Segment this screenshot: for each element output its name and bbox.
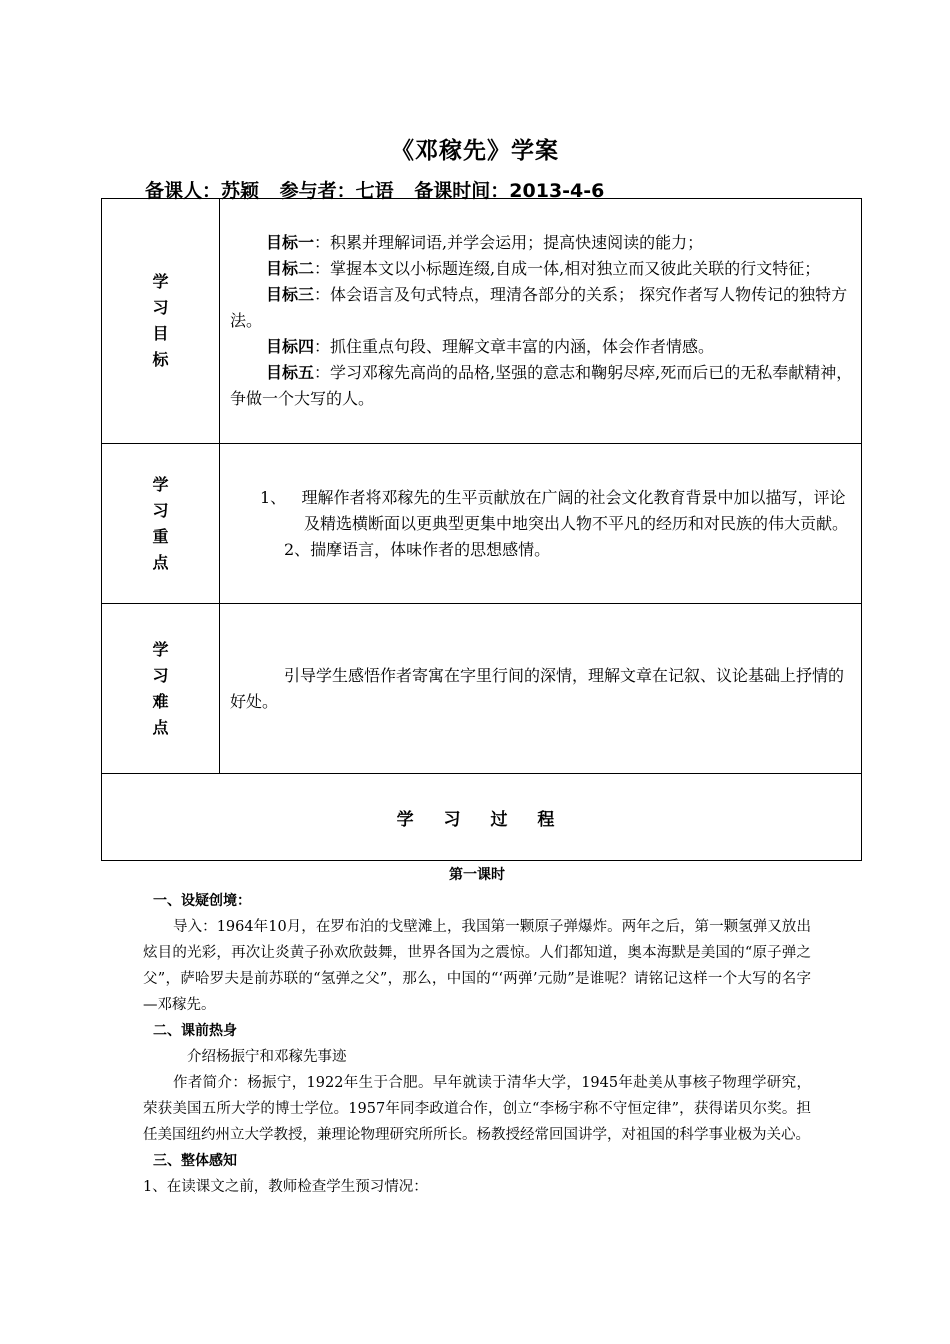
objectives-label: 学 习 目 标 [102, 199, 220, 444]
keypoint-item: 1、 理解作者将邓稼先的生平贡献放在广阔的社会文化教育背景中加以描写，评论及精选横断面以更典型更集中地突出人物不平凡的经历和对民族的伟大贡献。 [260, 487, 849, 533]
section-heading: 三、整体感知 [153, 1153, 237, 1169]
process-row [102, 774, 862, 861]
objectives-row [102, 199, 862, 444]
page-title: 《邓稼先》学案 [391, 138, 559, 164]
section-heading: 二、课前热身 [153, 1023, 237, 1039]
lesson-plan-table [101, 198, 862, 861]
objective-item: 目标三：体会语言及句式特点，理清各部分的关系； 探究作者写人物传记的独特方法。 [230, 285, 848, 330]
participants: 参与者：七语 [279, 180, 394, 202]
process-header: 学 习 过 程 [102, 774, 862, 861]
section-text: 作者简介：杨振宁，1922年生于合肥。早年就读于清华大学，1945年赴美从事核子物理学研究，荣获美国五所大学的博士学位。1957年同李政道合作，创立“李杨宇称不守恒定律”，获得诺贝尔奖。担任美国纽约州立大学教授，兼理论物理研究所所长。杨教授经常回国讲学，对祖国的科学事业极为关心。 [143, 1075, 811, 1143]
keypoints-label: 学 习 重 点 [102, 444, 220, 604]
prep-time: 备课时间：2013-4-6 [414, 180, 605, 202]
objective-item: 目标四：抓住重点句段、理解文章丰富的内涵，体会作者情感。 [266, 337, 715, 356]
preparer: 备课人：苏颖 [145, 180, 260, 202]
keypoints-row [102, 444, 862, 604]
section-heading: 一、设疑创境： [153, 893, 251, 909]
keypoints-content [220, 444, 862, 604]
section-text: 1、在读课文之前，教师检查学生预习情况： [143, 1179, 428, 1195]
objectives-content [220, 199, 862, 444]
section-text: 导入：1964年10月，在罗布泊的戈壁滩上，我国第一颗原子弹爆炸。两年之后，第一颗氢弹又放出炫目的光彩，再次让炎黄子孙欢欣鼓舞，世界各国为之震惊。人们都知道，奥本海默是美国的“原子弹之父”，萨哈罗夫是前苏联的“氢弹之父”，那么，中国的“‘两弹’元勋”是谁呢？请铭记这样一个大写的名字—邓稼先。 [143, 919, 811, 1013]
objective-item: 目标五：学习邓稼先高尚的品格,坚强的意志和鞠躬尽瘁,死而后已的无私奉献精神，争做一个大写的人。 [230, 363, 853, 408]
difficulties-row [102, 604, 862, 774]
difficulties-label: 学 习 难 点 [102, 604, 220, 774]
lesson-title: 第一课时 [449, 867, 505, 883]
lesson-body [143, 862, 811, 1200]
section-subtitle: 介绍杨振宁和邓稼先事迹 [187, 1049, 347, 1065]
objective-item: 目标一：积累并理解词语,并学会运用；提高快速阅读的能力； [266, 233, 704, 252]
difficulties-content: 引导学生感悟作者寄寓在字里行间的深情，理解文章在记叙、议论基础上抒情的好处。 [220, 604, 862, 774]
keypoint-item: 2、揣摩语言，体味作者的思想感情。 [284, 539, 551, 559]
objective-item: 目标二：掌握本文以小标题连缀,自成一体,相对独立而又彼此关联的行文特征； [266, 259, 821, 278]
